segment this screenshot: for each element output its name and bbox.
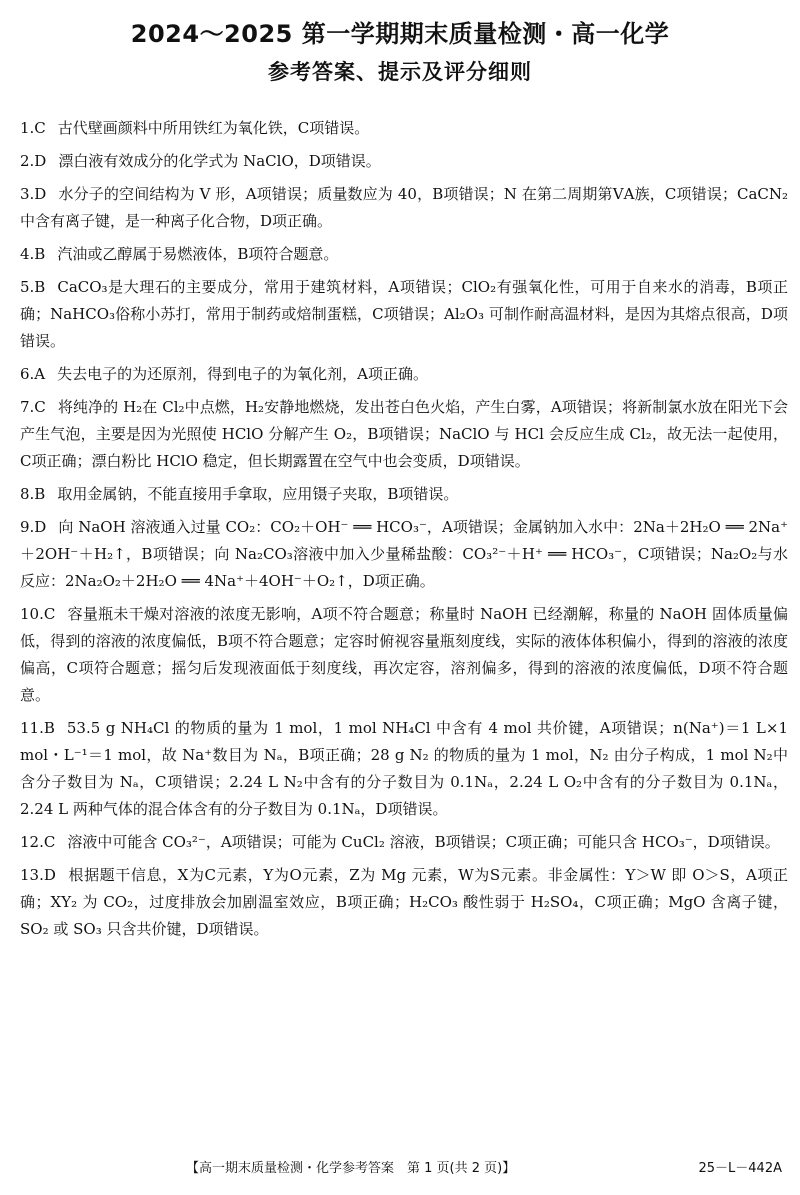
answer-explanation: 溶液中可能含 CO₃²⁻，A项错误；可能为 CuCl₂ 溶液，B项错误；C项正确；可能只含 HCO₃⁻，D项错误。: [67, 833, 780, 851]
answer-explanation: 向 NaOH 溶液通入过量 CO₂：CO₂＋OH⁻ ══ HCO₃⁻，A项错误；金属钠加入水中：2Na＋2H₂O ══ 2Na⁺＋2OH⁻＋H₂↑，B项错误；向 Na₂CO₃溶液中加入少量稀盐酸：CO₃²⁻＋H⁺ ══ HCO₃⁻，C项错误；Na₂O₂与水反应：2Na₂O₂＋2H₂O ══ 4Na⁺＋4OH⁻＋O₂↑，D项正确。: [20, 518, 788, 590]
answer-number: 4.B: [20, 245, 46, 263]
answer-explanation: 取用金属钠，不能直接用手拿取，应用镊子夹取，B项错误。: [57, 485, 459, 503]
page-title: 2024～2025 第一学期期末质量检测・高一化学: [130, 20, 670, 48]
answer-number: 7.C: [20, 398, 46, 416]
answer-item: [20, 148, 788, 175]
answer-explanation: CaCO₃是大理石的主要成分，常用于建筑材料，A项错误；ClO₂有强氧化性，可用于自来水的消毒，B项正确；NaHCO₃俗称小苏打，常用于制药或焙制蛋糕，C项错误；Al₂O₃ 可制作耐高温材料，是因为其熔点很高，D项错误。: [20, 278, 788, 350]
page-subtitle: 参考答案、提示及评分细则: [268, 60, 532, 84]
answer-number: 5.B: [20, 278, 46, 296]
answer-item: [20, 361, 788, 388]
answer-number: 2.D: [20, 152, 47, 170]
answer-explanation: 汽油或乙醇属于易燃液体，B项符合题意。: [57, 245, 339, 263]
answer-item: [20, 181, 788, 235]
answer-number: 9.D: [20, 518, 47, 536]
answer-number: 12.C: [20, 833, 56, 851]
answer-item: [20, 829, 788, 856]
answer-number: 10.C: [20, 605, 56, 623]
answer-item: [20, 481, 788, 508]
answer-item: [20, 274, 788, 355]
answer-explanation: 容量瓶未干燥对溶液的浓度无影响，A项不符合题意；称量时 NaOH 已经潮解，称量的 NaOH 固体质量偏低，得到的溶液的浓度偏低，B项不符合题意；定容时俯视容量瓶刻度线，实际的液体体积偏小，得到的溶液的浓度偏高，C项符合题意；摇匀后发现液面低于刻度线，再次定容，溶剂偏多，得到的溶液的浓度偏低，D项不符合题意。: [20, 605, 788, 704]
answer-explanation: 古代壁画颜料中所用铁红为氧化铁，C项错误。: [57, 119, 370, 137]
answer-item: [20, 862, 788, 943]
answer-number: 11.B: [20, 719, 55, 737]
footer-document-code: 25－L－442A: [698, 1161, 782, 1176]
answer-number: 13.D: [20, 866, 56, 884]
answer-number: 1.C: [20, 119, 46, 137]
answer-item: [20, 601, 788, 709]
answer-list: [20, 115, 788, 949]
answer-explanation: 根据题干信息，X为C元素，Y为O元素，Z为 Mg 元素，W为S元素。非金属性：Y＞W 即 O＞S，A项正确；XY₂ 为 CO₂，过度排放会加剧温室效应，B项正确；H₂CO₃ 酸性弱于 H₂SO₄，C项正确；MgO 含离子键，SO₂ 或 SO₃ 只含共价键，D项错误。: [20, 866, 788, 938]
answer-item: [20, 514, 788, 595]
answer-number: 3.D: [20, 185, 47, 203]
answer-item: [20, 241, 788, 268]
answer-explanation: 水分子的空间结构为 V 形，A项错误；质量数应为 40，B项错误；N 在第二周期第ⅤA族，C项错误；CaCN₂中含有离子键，是一种离子化合物，D项正确。: [20, 185, 788, 230]
answer-item: [20, 394, 788, 475]
answer-explanation: 将纯净的 H₂在 Cl₂中点燃，H₂安静地燃烧，发出苍白色火焰，产生白雾，A项错误；将新制氯水放在阳光下会产生气泡，主要是因为光照使 HClO 分解产生 O₂，B项错误；NaClO 与 HCl 会反应生成 Cl₂，故无法一起使用，C项正确；漂白粉比 HClO 稳定，但长期露置在空气中也会变质，D项错误。: [20, 398, 788, 470]
answer-explanation: 失去电子的为还原剂，得到电子的为氧化剂，A项正确。: [57, 365, 428, 383]
answer-explanation: 53.5 g NH₄Cl 的物质的量为 1 mol，1 mol NH₄Cl 中含有 4 mol 共价键，A项错误；n(Na⁺)＝1 L×1 mol・L⁻¹＝1 mol，故 Na⁺数目为 Nₐ，B项正确；28 g N₂ 的物质的量为 1 mol，N₂ 由分子构成，1 mol N₂中含分子数目为 Nₐ，C项错误；2.24 L N₂中含有的分子数目为 0.1Nₐ，2.24 L O₂中含有的分子数目为 0.1Nₐ，2.24 L 两种气体的混合体含有的分子数目为 0.1Nₐ，D项错误。: [20, 719, 788, 818]
answer-number: 8.B: [20, 485, 46, 503]
answer-explanation: 漂白液有效成分的化学式为 NaClO，D项错误。: [58, 152, 381, 170]
answer-item: [20, 715, 788, 823]
footer-page-info: 【高一期末质量检测・化学参考答案 第 1 页(共 2 页)】: [186, 1161, 516, 1176]
answer-item: [20, 115, 788, 142]
answer-number: 6.A: [20, 365, 46, 383]
